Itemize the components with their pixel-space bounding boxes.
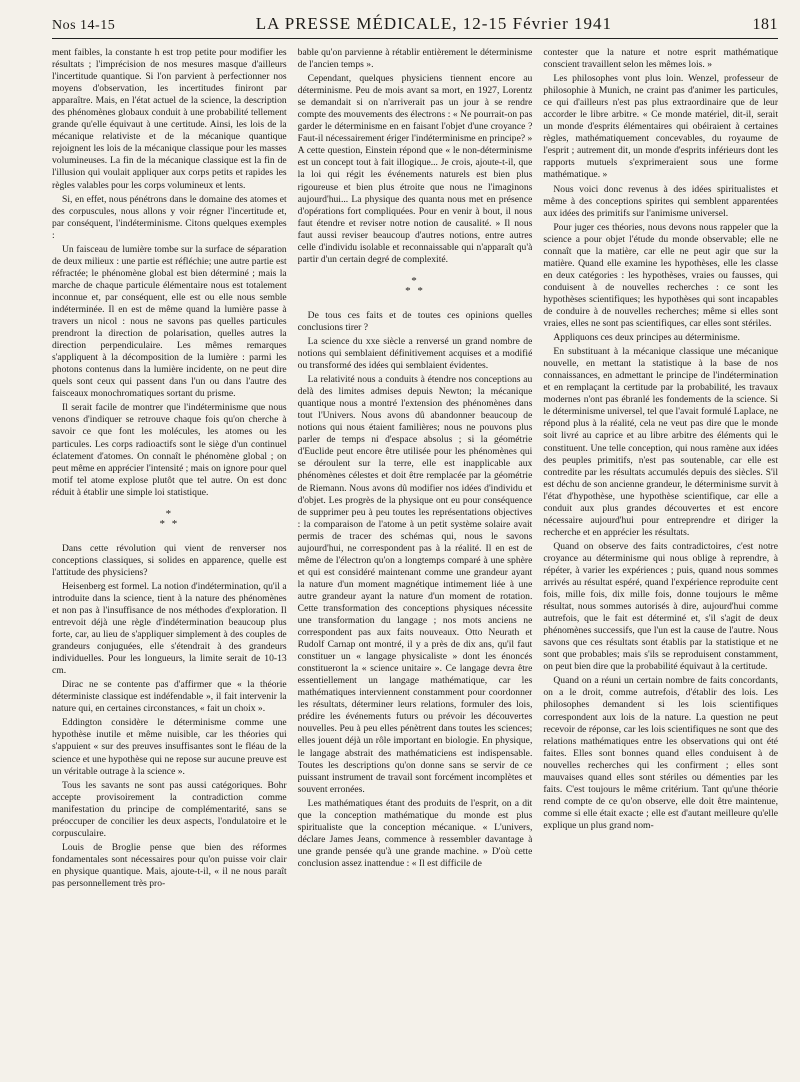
paragraph: ment faibles, la constante h est trop petite pour modifier les résultats ; l'imprécision de nos mesures masque d'ailleurs l'incertitude quantique. Si l'on parvient à perfectionner nos moyens d'observation, les incertitudes finiront par apparaître. Mais, en l'état actuel de la science, la description des phénomènes globaux conduit à une probabilité tellement grande qu'elle équivaut à une certitude. Ainsi, les lois de la mécanique relativiste et de la mécanique quantique rejoignent les lois de la mécanique classique pour les masses volumineuses. La fin de la mécanique classique est la fin de l'illusion qui voulait appliquer aux corps petits et rapides les règles valables pour les corps volumineux et lents. [52,47,287,191]
paragraph: Heisenberg est formel. La notion d'indétermination, qu'il a introduite dans la science, tient à la nature des phénomènes et non pas à l'insuffisance de nos méthodes d'exploration. Il entrevoit déjà une règle d'indétermination beaucoup plus forte, car, au lieu de s'appliquer simplement à des couples de grandeurs conjuguées, elle s'étendrait à des grandeurs individuelles. Pour les longueurs, la limite serait de 10-13 cm. [52,580,287,677]
paragraph: La relativité nous a conduits à étendre nos conceptions au delà des limites admises depuis Newton; la mécanique quantique nous a montré l'extension des phénomènes dans tout l'Univers. Nous avons dû abandonner beaucoup de notions qui nous étaient familières; nous ne pouvons plus parler de temps ni d'espace absolus ; si la géométrie d'Euclide peut encore être utilisée pour les phénomènes qui se déroulent sur la terre, elle est inapplicable aux phénomènes célestes et doit être remplacée par la géométrie de Riemann. Nous avons dû modifier nos idées d'individu et d'objet. Les progrès de la physique ont eu pour conséquence de supprimer peu à peu toutes les représentations objectives : la comparaison de l'atome à un petit système solaire avait permis de tracer des schémas qui, nous le savons aujourd'hui, ne correspondent pas à la réalité. Il en est de même de l'électron qu'on a longtemps comparé à une sphère et qui est considéré maintenant comme une grandeur ayant la nature d'un moment magnétique intimement liée à une autre grandeur ayant la nature d'un moment de rotation. Cette transformation des conceptions physiques nécessite une transformation du langage ; nos mots anciens ne correspondent pas aux faits nouveaux. Otto Neurath et Rudolf Carnap ont montré, il y a près de dix ans, qu'il faut constituer un « langage physicaliste » dont les énoncés constitueront la « science unitaire ». Ce langage devra être essentiellement un langage mathématique, car les mathématiques interviennent constamment pour coordonner les résultats, déterminer leurs relations, formuler des lois, prédire les événements futurs ou prévoir les découvertes nouvelles. Peu à peu elles pénètrent dans toutes les sciences; elles jouent déjà un rôle important en biologie. En physique, le langage abstrait des mathématiciens est indispensable. Toutes les descriptions qu'on donne sans se servir de ce puissant instrument de travail sont forcément incomplètes et souvent erronées. [297,374,533,795]
paragraph: contester que la nature et notre esprit mathématique conscient travaillent selon les mêmes lois. » [543,47,779,71]
text-columns [52,47,778,1077]
column-1 [52,47,287,1077]
paragraph: La science du xxe siècle a renversé un grand nombre de notions qui semblaient définitivement acquises et a modifié ou transformé des idées qui semblaient évidentes. [297,335,533,372]
paragraph: Louis de Broglie pense que bien des réformes fondamentales sont nécessaires pour qu'on puisse voir clair en physique quantique. Mais, ajoute-t-il, « il ne nous paraît pas personnellement très pro- [52,841,287,889]
paragraph: Dirac ne se contente pas d'affirmer que « la théorie déterministe classique est indéfendable », il fait intervenir la nature qui, en certaines circonstances, « fait un choix ». [52,679,287,715]
paragraph: Quand on observe des faits contradictoires, c'est notre croyance au déterminisme qui nous oblige à reprendre, à répéter, à varier les expériences ; puis, quand nous sommes arrivés au résultat espéré, quand l'expérience reproduite cent fois, mille fois, dix mille fois, donne toujours le même résultat, nous sommes autorisés à dire, aujourd'hui comme autrefois, que le fait est déterminé et, s'il s'agit de deux phénomènes successifs, que l'un est la cause de l'autre. Nous savons que ces résultats sont établis par la statistique et ne sont que probables; mais s'ils se reproduisent constamment, on peut bien dire que la probabilité équivaut à la certitude. [543,540,779,673]
paragraph: Dans cette révolution qui vient de renverser nos conceptions classiques, si solides en apparence, quelle est l'attitude des physiciens? [52,542,287,578]
section-separator: * * * [405,274,425,297]
paragraph: Eddington considère le déterminisme comme une hypothèse inutile et même nuisible, car les théories qui s'appuient « sur des preuves insuffisantes sont le fléau de la science et une hypothèse qui ne repose sur aucune preuve est un véritable outrage à la science ». [52,717,287,777]
paragraph: bable qu'on parvienne à rétablir entièrement le déterminisme de l'ancien temps ». [297,47,533,71]
journal-title: LA PRESSE MÉDICALE, 12-15 Février 1941 [255,14,612,33]
paragraph: Pour juger ces théories, nous devons nous rappeler que la science a pour objet l'étude du monde observable; elle ne connaît que la matière, car elle ne peut agir que sur la matière. Quand elle examine les hypothèses, elle les classe en deux catégories : les hypothèses, vraies ou fausses, qui conduisent à de nouvelles recherches : ce sont les hypothèses scientifiques; les hypothèses qui sont incapables de conduire à de nouvelles recherches; même si elles sont vraies, elles ne sont pas scientifiques, car elles sont stériles. [543,221,779,330]
paragraph: En substituant à la mécanique classique une mécanique nouvelle, en mettant la statistique à la base de nos connaissances, en admettant le principe de l'indétermination et en remplaçant la certitude par la probabilité, les travaux modernes n'ont pas ébranlé les fondements de la science. Si le déterminisme universel, tel que l'avait formulé Laplace, ne répond plus à la réalité, cela ne veut pas dire que le monde soit livré au caprice et au libre arbitre des éléments qui le constituent. Une telle conception, qui nous ramène aux idées des peuples primitifs, n'est pas soutenable, car elle est contredite par les résultats accumulés depuis des siècles. S'il est déchu de son ancienne grandeur, le déterminisme survit à l'état d'hypothèse, une hypothèse scientifique, car elle a conduit aux plus grandes découvertes et est encore nécessaire aujourd'hui pour entreprendre et diriger la recherche et en apprécier les résultats. [543,346,779,538]
section-separator: * * * [159,507,180,530]
paragraph: Quand on a réuni un certain nombre de faits concordants, on a le droit, comme autrefois, d'établir des lois. Les philosophes demandent si les lois scientifiques correspondent aux lois de la nature. La question ne peut recevoir de réponse, car les lois scientifiques ne sont que des relations mathématiques entre les observations qui ont été faites. Elles sont bonnes quand elles conduisent à de nouvelles recherches qui les confirment ; elles sont mauvaises quand elles sont stériles ou démenties par les faits. C'est toujours le même critérium. Tant qu'une théorie rend compte de ce qu'on observe, elle doit être maintenue, comme si elle était exacte ; elle est d'autant meilleure qu'elle explique un plus grand nom- [543,675,779,831]
paragraph: Un faisceau de lumière tombe sur la surface de séparation de deux milieux : une partie est réfléchie; une autre partie est réfractée; le phénomène global est bien déterminé ; mais la marche de chaque particule élémentaire nous est totalement inconnue et, par conséquent, elle est ou elle nous semble indéterminée. Il en est de même quand la lumière passe à travers un nicol : nous ne savons pas quelles particules prendront la direction de polarisation, quelles autres la direction perpendiculaire. Les mêmes remarques s'appliquent à la décomposition de la lumière : parmi les photons contenus dans la lumière incidente, on ne peut dire quels sont ceux qui passent dans l'un ou dans l'autre des faisceaux monochromatiques sortant du prisme. [52,243,287,400]
paragraph: Nous voici donc revenus à des idées spiritualistes et même à des conceptions spirites qui semblent apparentées aux idées des primitifs sur l'animisme universel. [543,183,779,219]
paragraph: Si, en effet, nous pénétrons dans le domaine des atomes et des corpuscules, nous allons y voir régner l'incertitude et, par conséquent, l'indéterminisme. Citons quelques exemples : [52,193,287,241]
paragraph: Appliquons ces deux principes au déterminisme. [553,332,740,344]
page-number: 181 [752,16,778,33]
column-3 [543,47,778,1077]
paragraph: Tous les savants ne sont pas aussi catégoriques. Bohr accepte provisoirement la contradiction comme manifestation du principe de complémentarité, sans se préoccuper de concilier les deux aspects, l'ondulatoire et le corpusculaire. [52,779,287,839]
paragraph: De tous ces faits et de toutes ces opinions quelles conclusions tirer ? [297,309,533,333]
paragraph: Cependant, quelques physiciens tiennent encore au déterminisme. Peu de mois avant sa mort, en 1927, Lorentz se demandait si on n'arriverait pas un jour à se rendre compte des mouvements des électrons : « Ne pourrait-on pas garder le déterminisme en en faisant l'objet d'une croyance ? Faut-il nécessairement ériger l'indéterminisme en principe? » A cette question, Einstein répond que « le non-déterminisme est un concept tout à fait illogique... Je crois, ajoute-t-il, que la loi qui régit les événements naturels est bien plus rigoureuse et bien plus étroite que nous ne l'imaginons aujourd'hui... La physique des quanta nous met en présence d'opérations fort compliquées. Pour en venir à bout, il nous faut étendre et reviser notre notion de causalité. » Il nous faut aussi reviser beaucoup d'autres notions, entre autres celle d'individu isolable et reconnaissable qui n'apparaît qu'à partir d'un certain degré de complexité. [297,73,533,265]
paragraph: Il serait facile de montrer que l'indéterminisme que nous venons d'indiquer se retrouve chaque fois qu'on cherche à savoir ce que font les molécules, les atomes ou les particules. Les corps radioactifs sont le siège d'un continuel éclatement d'atomes. On connaît le phénomène global ; on peut même en apprécier l'intensité ; mais on ignore pour quel motif tel atome explose plutôt que tel autre. On est donc réduit à établir une simple loi statistique. [52,402,287,498]
paragraph: Les philosophes vont plus loin. Wenzel, professeur de philosophie à Munich, ne craint pas d'animer les particules, ce qui d'ailleurs n'est pas plus extraordinaire que de leur accorder le libre arbitre. « Ce monde matériel, dit-il, serait un monde d'esprits élémentaires qui obéiraient à certaines règles, mathématiquement concevables, du royaume de l'esprit ; autrement dit, un monde d'esprits inférieurs dont les rapports mutuels s'exprimeraient sous une forme mathématique. » [543,73,779,181]
paragraph: Les mathématiques étant des produits de l'esprit, on a dit que la conception mathématique du monde est plus spiritualiste que la conception mécanique. « L'univers, déclare James Jeans, commence à ressembler davantage à une grande pensée qu'à une grande machine. » D'où cette conclusion assez inattendue : « Il est difficile de [297,797,533,869]
issue-number: Nos 14-15 [52,18,116,33]
page-header [52,14,778,39]
column-2 [298,47,533,1077]
